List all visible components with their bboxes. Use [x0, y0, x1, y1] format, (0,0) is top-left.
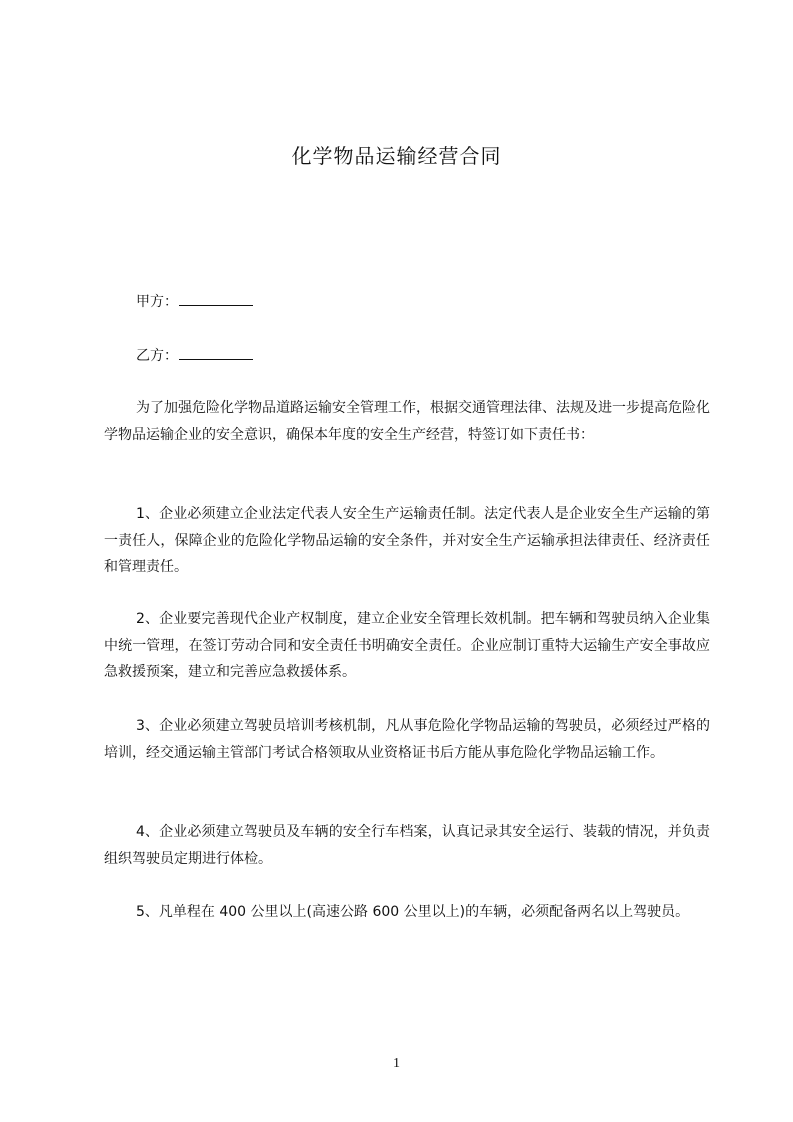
party-b-line — [136, 345, 253, 366]
page-number: 1 — [393, 1056, 400, 1071]
clause-3-paragraph: 3、企业必须建立驾驶员培训考核机制，凡从事危险化学物品运输的驾驶员，必须经过严格的培训，经交通运输主管部门考试合格领取从业资格证书后方能从事危险化学物品运输工作。 — [104, 718, 710, 761]
party-a-label: 甲方： — [136, 294, 178, 310]
party-a-blank-field — [179, 291, 253, 306]
clause-4-paragraph: 4、企业必须建立驾驶员及车辆的安全行车档案，认真记录其安全运行、装载的情况，并负责组织驾驶员定期进行体检。 — [104, 824, 710, 867]
party-b-blank-field — [179, 345, 253, 360]
clause-5-paragraph: 5、凡单程在 400 公里以上(高速公路 600 公里以上)的车辆，必须配备两名以上驾驶员。 — [136, 904, 690, 920]
intro-paragraph: 为了加强危险化学物品道路运输安全管理工作，根据交通管理法律、法规及进一步提高危险化学物品运输企业的安全意识，确保本年度的安全生产经营，特签订如下责任书： — [104, 400, 710, 443]
party-b-label: 乙方： — [136, 348, 178, 364]
party-a-line — [136, 291, 253, 312]
clause-1-paragraph: 1、企业必须建立企业法定代表人安全生产运输责任制。法定代表人是企业安全生产运输的第一责任人，保障企业的危险化学物品运输的安全条件，并对安全生产运输承担法律责任、经济责任和管理责任。 — [104, 506, 710, 575]
document-title: 化学物品运输经营合同 — [291, 144, 502, 168]
clause-2-paragraph: 2、企业要完善现代企业产权制度，建立企业安全管理长效机制。把车辆和驾驶员纳入企业集中统一管理，在签订劳动合同和安全责任书明确安全责任。企业应制订重特大运输生产安全事故应急救援预案，建立和完善应急救援体系。 — [104, 611, 710, 680]
